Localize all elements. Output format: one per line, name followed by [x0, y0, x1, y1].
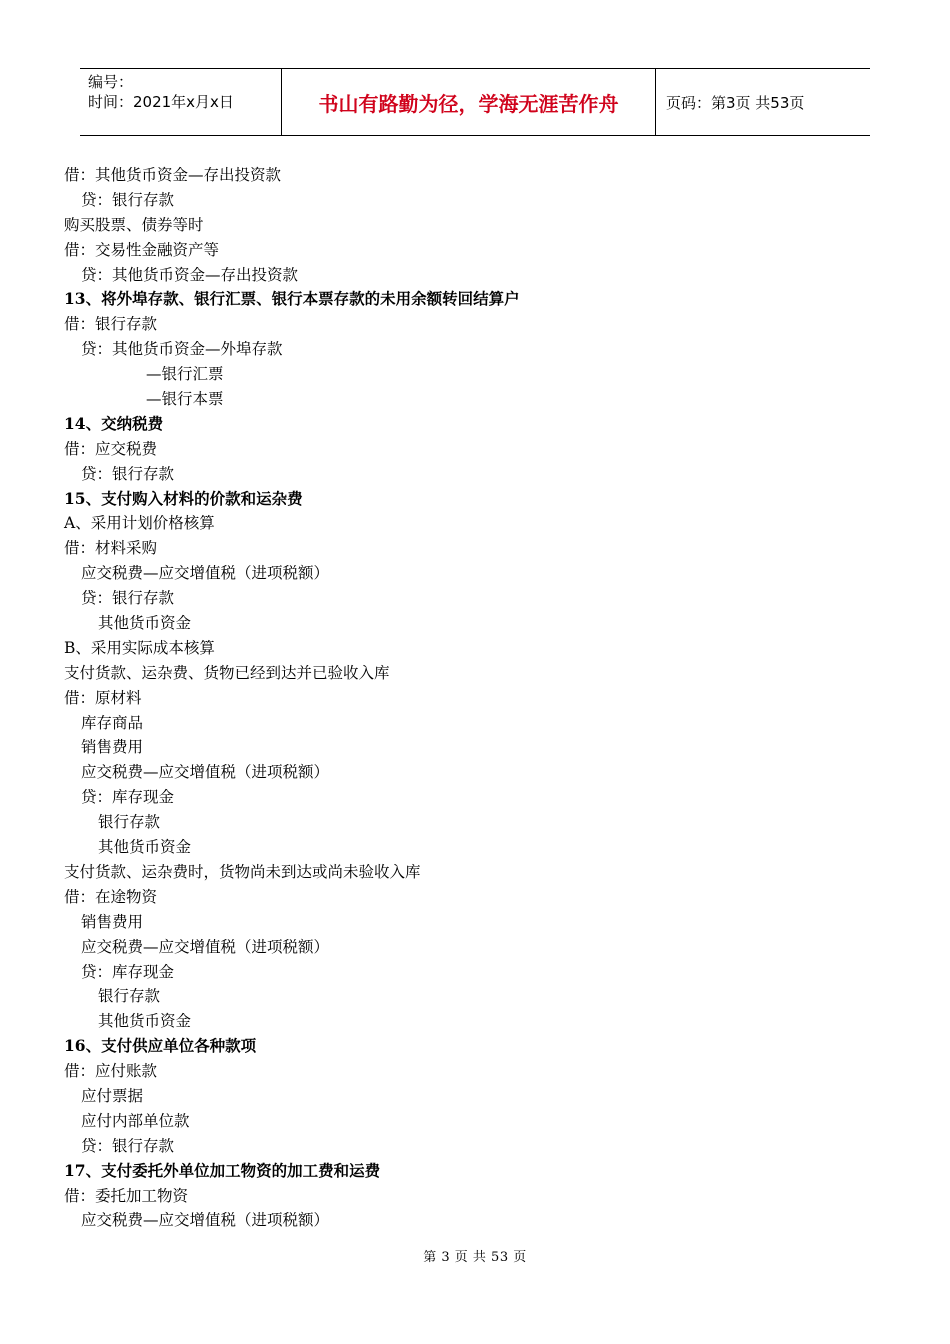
section-heading: 13、将外埠存款、银行汇票、银行本票存款的未用余额转回结算户	[64, 289, 520, 309]
page-header	[80, 68, 870, 136]
text-line: 贷：其他货币资金—存出投资款	[81, 265, 299, 284]
date-label: 时间：2021年x月x日	[88, 93, 234, 111]
text-line: 库存商品	[81, 713, 144, 732]
text-line: —银行汇票	[146, 365, 224, 384]
text-line: A、采用计划价格核算	[64, 514, 215, 533]
text-line: 贷：银行存款	[81, 464, 175, 483]
text-line: 应付票据	[81, 1086, 144, 1105]
text-line: 银行存款	[98, 813, 161, 832]
text-line: 应交税费—应交增值税（进项税额）	[81, 564, 330, 583]
text-line: 应交税费—应交增值税（进项税额）	[81, 1211, 330, 1230]
text-line: 借：应付账款	[64, 1062, 158, 1081]
section-heading: 14、交纳税费	[64, 413, 164, 433]
section-heading: 17、支付委托外单位加工物资的加工费和运费	[64, 1160, 381, 1180]
text-line: 贷：银行存款	[81, 190, 175, 209]
text-line: 支付货款、运杂费、货物已经到达并已验收入库	[64, 663, 390, 682]
text-line: 贷：银行存款	[81, 1136, 175, 1155]
text-line: —银行本票	[146, 390, 224, 409]
text-line: 借：其他货币资金—存出投资款	[64, 166, 282, 184]
text-line: 销售费用	[81, 912, 144, 931]
text-line: 其他货币资金	[98, 1012, 192, 1031]
text-line: 借：在途物资	[64, 887, 158, 906]
number-label: 编号：	[88, 73, 134, 91]
text-line: 借：材料采购	[64, 539, 158, 558]
section-heading: 15、支付购入材料的价款和运杂费	[64, 488, 303, 508]
text-line: 借：委托加工物资	[64, 1186, 189, 1205]
text-line: 应交税费—应交增值税（进项税额）	[81, 763, 330, 782]
text-line: 应付内部单位款	[81, 1111, 190, 1130]
text-line: B、采用实际成本核算	[64, 638, 215, 657]
page-footer: 第 3 页 共 53 页	[423, 1250, 527, 1265]
text-line: 贷：银行存款	[81, 589, 175, 608]
text-line: 购买股票、债券等时	[64, 215, 204, 234]
header-page-info: 页码：第3页 共53页	[666, 93, 805, 112]
header-motto: 书山有路勤为径，学海无涯苦作舟	[282, 69, 656, 135]
text-line: 支付货款、运杂费时，货物尚未到达或尚未验收入库	[64, 862, 421, 881]
text-line: 借：应交税费	[64, 439, 158, 458]
text-line: 借：交易性金融资产等	[64, 240, 220, 259]
text-line: 其他货币资金	[98, 838, 192, 857]
text-line: 应交税费—应交增值税（进项税额）	[81, 937, 330, 956]
text-line: 贷：其他货币资金—外埠存款	[81, 340, 283, 359]
text-line: 其他货币资金	[98, 614, 192, 633]
header-meta	[80, 69, 282, 135]
text-line: 银行存款	[98, 987, 161, 1006]
text-line: 借：银行存款	[64, 315, 158, 334]
document-body	[64, 163, 884, 1233]
text-line: 贷：库存现金	[81, 788, 175, 807]
text-line: 借：原材料	[64, 688, 142, 707]
text-line: 贷：库存现金	[81, 962, 175, 981]
text-line: 销售费用	[81, 738, 144, 757]
section-heading: 16、支付供应单位各种款项	[64, 1036, 257, 1056]
